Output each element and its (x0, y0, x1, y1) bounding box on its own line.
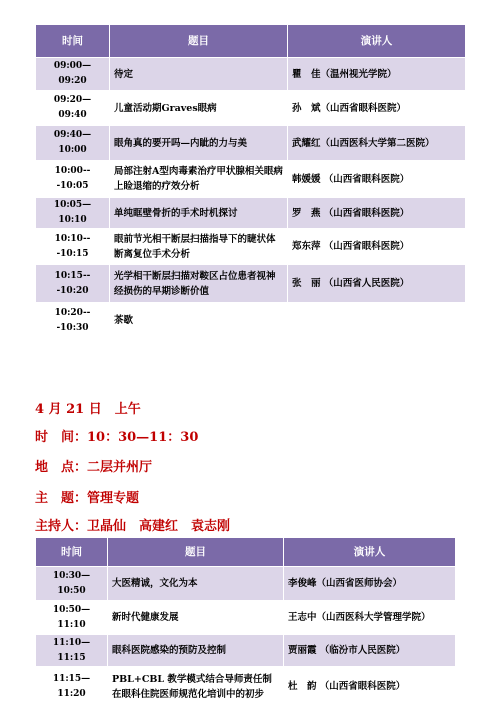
row-topic: 眼角真的要开吗—内眦的力与美 (110, 126, 288, 161)
row-speaker: 罗 燕 （山西省眼科医院） (288, 198, 466, 229)
schedule-table-2 (35, 537, 456, 707)
row-topic: 局部注射A型肉毒素治疗甲状腺相关眼病上睑退缩的疗效分析 (110, 161, 288, 198)
row-time: 10:20---10:30 (36, 303, 110, 339)
row-topic: 新时代健康发展 (108, 601, 284, 635)
header-speaker: 演讲人 (288, 25, 466, 58)
table-row (36, 635, 456, 667)
table-row (36, 265, 466, 303)
row-speaker (288, 303, 466, 339)
row-topic: 大医精诚，文化为本 (108, 567, 284, 601)
table-row (36, 667, 456, 707)
table-header-row (36, 538, 456, 567)
schedule-table-1 (35, 24, 466, 339)
row-speaker: 王志中（山西医科大学管理学院） (284, 601, 456, 635)
row-time: 11:15—11:20 (36, 667, 108, 707)
row-topic: 儿童活动期Graves眼病 (110, 91, 288, 126)
table-row (36, 198, 466, 229)
row-time: 10:00---10:05 (36, 161, 110, 198)
session-place: 地 点：二层并州厅 (35, 460, 153, 475)
row-speaker: 贾丽霞 （临汾市人民医院） (284, 635, 456, 667)
table-row (36, 161, 466, 198)
row-time: 10:05—10:10 (36, 198, 110, 229)
row-topic: 眼科医院感染的预防及控制 (108, 635, 284, 667)
table-row (36, 303, 466, 339)
header-topic: 题目 (108, 538, 284, 567)
row-speaker: 郑东萍 （山西省眼科医院） (288, 229, 466, 265)
row-topic: 茶歇 (110, 303, 288, 339)
row-speaker: 孙 斌（山西省眼科医院） (288, 91, 466, 126)
table-row (36, 58, 466, 91)
session-date: 4 月 21 日 上午 (35, 402, 141, 417)
row-time: 09:20—09:40 (36, 91, 110, 126)
row-time: 10:10---10:15 (36, 229, 110, 265)
table-row (36, 229, 466, 265)
row-time: 09:00—09:20 (36, 58, 110, 91)
table-row (36, 567, 456, 601)
table-row (36, 126, 466, 161)
row-speaker: 韩媛媛 （山西省眼科医院） (288, 161, 466, 198)
row-time: 10:30—10:50 (36, 567, 108, 601)
row-topic: 光学相干断层扫描对鞍区占位患者视神经损伤的早期诊断价值 (110, 265, 288, 303)
table-header-row (36, 25, 466, 58)
session-time: 时 间：10：30—11：30 (35, 430, 199, 445)
session-hosts: 主持人：卫晶仙 高建红 袁志刚 (35, 519, 231, 534)
row-speaker: 张 丽 （山西省人民医院） (288, 265, 466, 303)
row-time: 10:15---10:20 (36, 265, 110, 303)
session-theme: 主 题：管理专题 (35, 491, 140, 506)
row-topic: 待定 (110, 58, 288, 91)
header-time: 时间 (36, 25, 110, 58)
table-row (36, 91, 466, 126)
row-time: 09:40—10:00 (36, 126, 110, 161)
header-time: 时间 (36, 538, 108, 567)
table-row (36, 601, 456, 635)
row-speaker: 李俊峰（山西省医师协会） (284, 567, 456, 601)
row-speaker: 瞿 佳（温州视光学院） (288, 58, 466, 91)
row-topic: PBL+CBL 教学模式结合导师责任制在眼科住院医师规范化培训中的初步 (108, 667, 284, 707)
row-speaker: 武耀红（山西医科大学第二医院） (288, 126, 466, 161)
row-topic: 单纯眶壁骨折的手术时机探讨 (110, 198, 288, 229)
header-topic: 题目 (110, 25, 288, 58)
row-topic: 眼前节光相干断层扫描指导下的睫状体断离复位手术分析 (110, 229, 288, 265)
row-time: 10:50—11:10 (36, 601, 108, 635)
row-speaker: 杜 韵 （山西省眼科医院） (284, 667, 456, 707)
row-time: 11:10—11:15 (36, 635, 108, 667)
header-speaker: 演讲人 (284, 538, 456, 567)
